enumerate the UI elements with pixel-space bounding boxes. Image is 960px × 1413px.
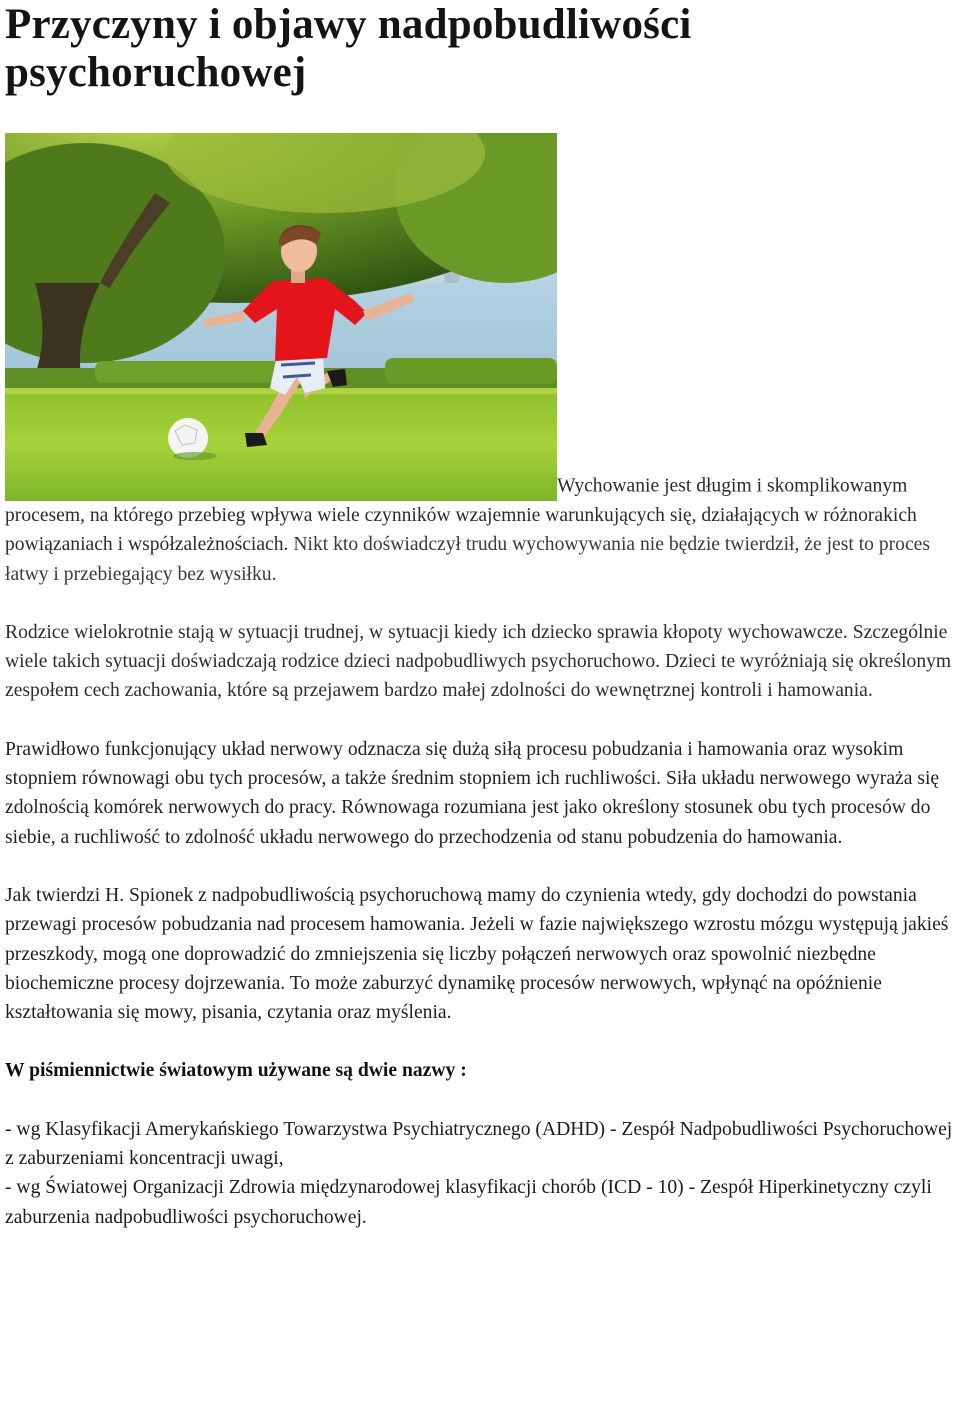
names-heading: W piśmiennictwie światowym używane są dwie nazwy : [5, 1060, 467, 1082]
paragraph-parents: Rodzice wielokrotnie stają w sytuacji trudnej, w sytuacji kiedy ich dziecko sprawia kłopoty wychowawcze. Szczególnie wiele takich sytuacji doświadczają rodzice dzieci nadpobudliwych psychoruchowo. Dzieci te wyróżniają się określonym zespołem cech zachowania, które są przejawem bardzo małej zdolności do wewnętrznej kontroli i hamowania. [5, 621, 952, 702]
intro-rest-text: Nikt kto doświadczył trudu wychowywania nie będzie twierdził, że jest to proces łatwy i przebiegający bez wysiłku. [5, 534, 930, 585]
boy-kicking-ball-photo [5, 133, 557, 501]
intro-lead-text: Wychowanie jest długim i skomplikowanym procesem, na którego przebieg wpływa wiele czynników wzajemnie warunkujących się, działających w różnorakich powiązaniach i współzależnościach. [5, 475, 917, 556]
intro-paragraph [5, 133, 960, 589]
page-title: Przyczyny i objawy nadpobudliwości psychoruchowej [5, 1, 692, 96]
names-list [5, 1115, 960, 1232]
paragraph-spionek: Jak twierdzi H. Spionek z nadpobudliwością psychoruchową mamy do czynienia wtedy, gdy dochodzi do powstania przewagi procesów pobudzania nad procesem hamowania. Jeżeli w fazie największego wzrostu mózgu występują jakieś przeszkody, mogą one doprowadzić do zmniejszenia się liczby połączeń nerwowych oraz spowolnić niezbędne biochemiczne procesy dojrzewania. To może zaburzyć dynamikę procesów nerwowych, wpłynąć na opóźnienie kształtowania się mowy, pisania, czytania oraz myślenia. [5, 884, 949, 1024]
paragraph-nervous-system: Prawidłowo funkcjonujący układ nerwowy odznacza się dużą siłą procesu pobudzania i hamowania oraz wysokim stopniem równowagi obu tych procesów, a także średnim stopniem ich ruchliwości. Siła układu nerwowego wyraża się zdolnością komórek nerwowych do pracy. Równowaga rozumiana jest jako określony stosunek obu tych procesów do siebie, a ruchliwość to zdolność układu nerwowego do przechodzenia od stanu pobudzenia do hamowania. [5, 738, 940, 848]
list-item: - wg Klasyfikacji Amerykańskiego Towarzystwa Psychiatrycznego (ADHD) - Zespół Nadpobudliwości Psychoruchowej z zaburzeniami koncentracji uwagi, [5, 1118, 953, 1170]
article [5, 0, 960, 1232]
list-item: - wg Światowej Organizacji Zdrowia międzynarodowej klasyfikacji chorób (ICD - 10) - Zespół Hiperkinetyczny czyli zaburzenia nadpobudliwości psychoruchowej. [5, 1177, 932, 1228]
